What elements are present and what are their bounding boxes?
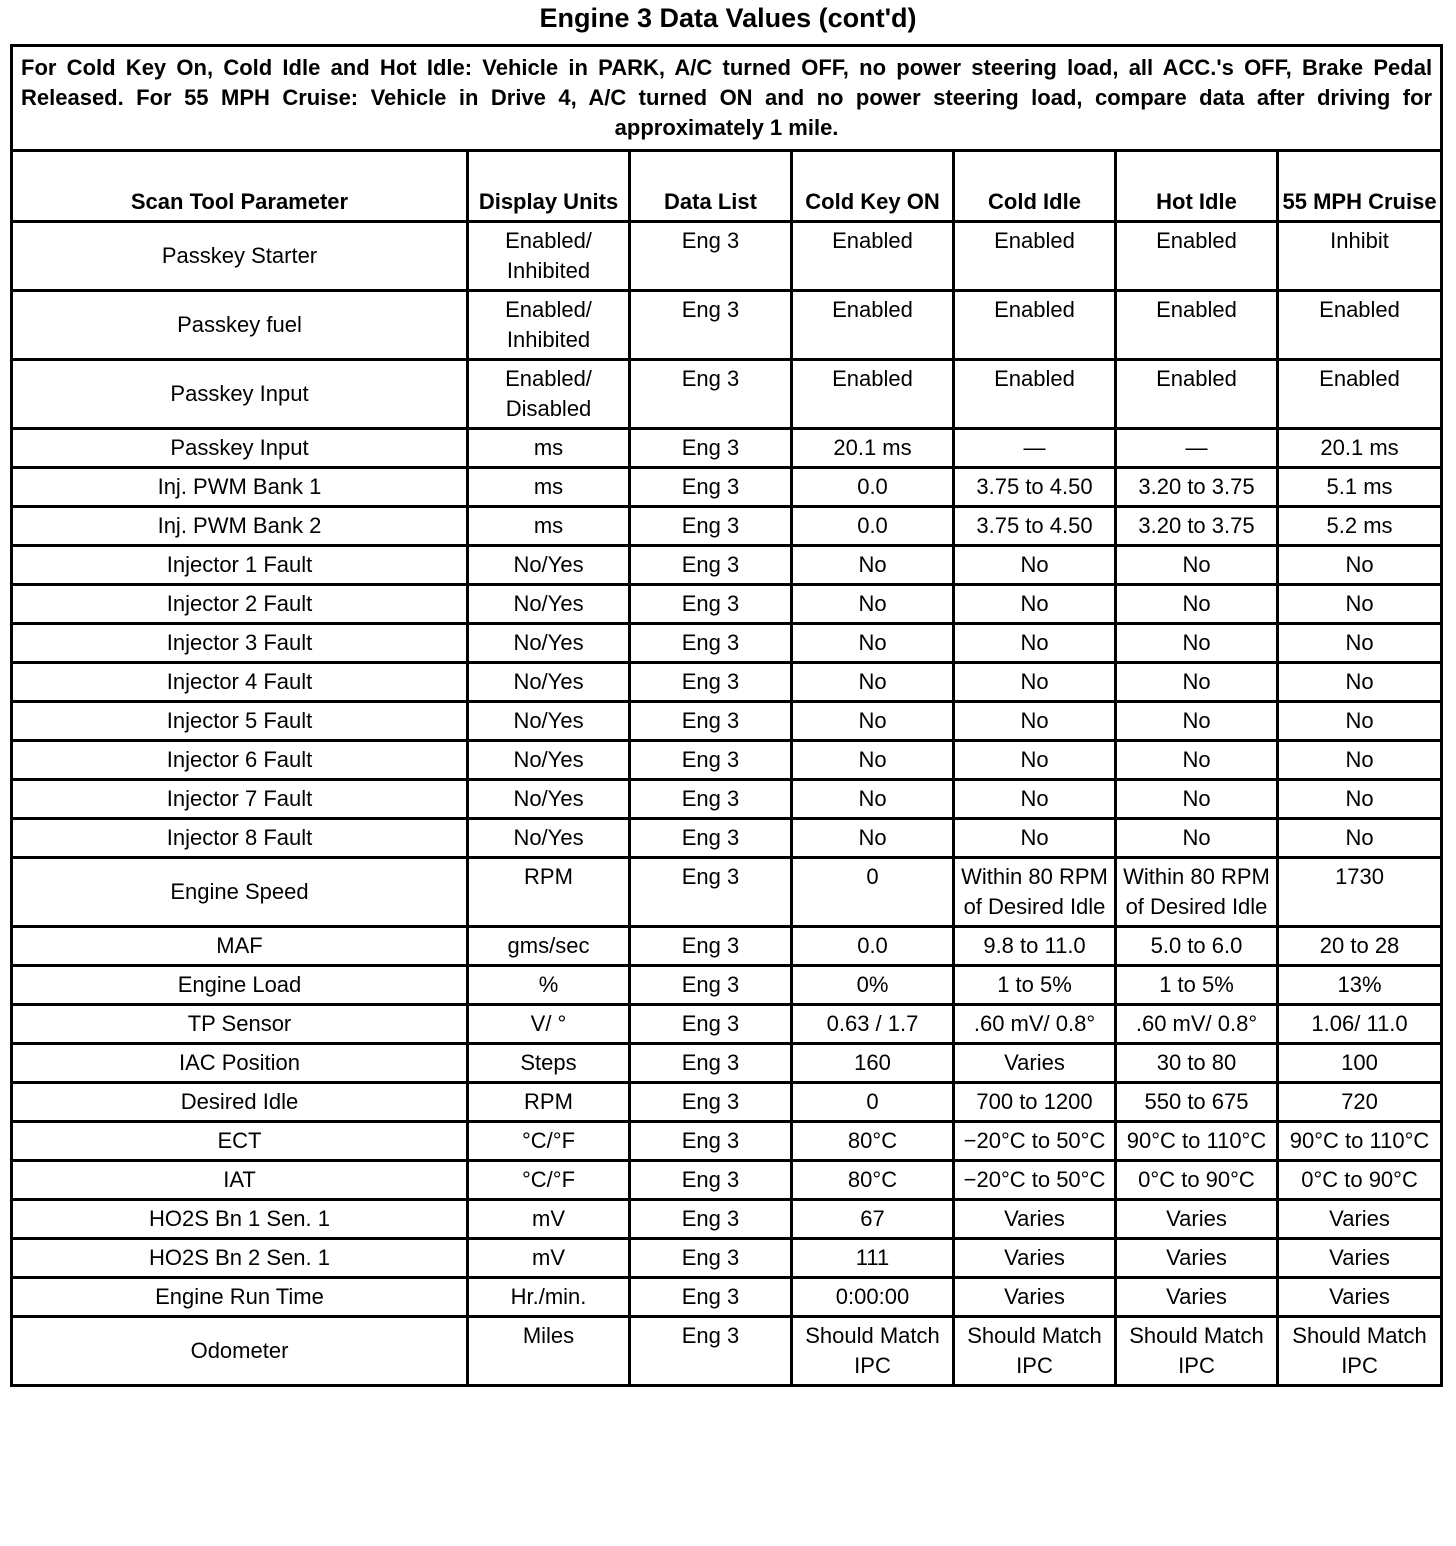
- value-cell: No: [1116, 624, 1278, 663]
- value-cell: —: [1116, 429, 1278, 468]
- value-cell: No/Yes: [468, 585, 630, 624]
- value-cell: Eng 3: [630, 507, 792, 546]
- value-cell: 5.2 ms: [1278, 507, 1442, 546]
- value-cell: Eng 3: [630, 468, 792, 507]
- parameter-cell: Injector 1 Fault: [12, 546, 468, 585]
- value-cell: No: [792, 585, 954, 624]
- value-cell: Eng 3: [630, 819, 792, 858]
- value-cell: 550 to 675: [1116, 1083, 1278, 1122]
- value-cell: Eng 3: [630, 624, 792, 663]
- value-cell: Varies: [1278, 1278, 1442, 1317]
- value-cell: Eng 3: [630, 1278, 792, 1317]
- column-header: Hot Idle: [1116, 151, 1278, 222]
- parameter-cell: Odometer: [12, 1317, 468, 1386]
- value-cell: 1 to 5%: [1116, 966, 1278, 1005]
- value-cell: 90°C to 110°C: [1278, 1122, 1442, 1161]
- value-cell: RPM: [468, 1083, 630, 1122]
- value-cell: 20.1 ms: [1278, 429, 1442, 468]
- value-cell: No: [792, 780, 954, 819]
- data-values-table: [10, 44, 1443, 1387]
- value-cell: Eng 3: [630, 291, 792, 360]
- parameter-cell: ECT: [12, 1122, 468, 1161]
- value-cell: Varies: [954, 1278, 1116, 1317]
- table-row: [12, 780, 1442, 819]
- table-row: [12, 819, 1442, 858]
- value-cell: No: [792, 819, 954, 858]
- value-cell: Eng 3: [630, 546, 792, 585]
- value-cell: Enabled: [954, 360, 1116, 429]
- column-header: 55 MPH Cruise: [1278, 151, 1442, 222]
- value-cell: 3.75 to 4.50: [954, 507, 1116, 546]
- value-cell: 0: [792, 858, 954, 927]
- value-cell: No: [954, 702, 1116, 741]
- value-cell: 5.0 to 6.0: [1116, 927, 1278, 966]
- value-cell: Eng 3: [630, 222, 792, 291]
- page-title: Engine 3 Data Values (cont'd): [539, 3, 917, 33]
- value-cell: Eng 3: [630, 1083, 792, 1122]
- value-cell: 3.20 to 3.75: [1116, 507, 1278, 546]
- value-cell: No: [1116, 702, 1278, 741]
- value-cell: 0°C to 90°C: [1116, 1161, 1278, 1200]
- table-row: [12, 1317, 1442, 1386]
- value-cell: 0: [792, 1083, 954, 1122]
- value-cell: No: [1116, 741, 1278, 780]
- value-cell: 0°C to 90°C: [1278, 1161, 1442, 1200]
- value-cell: Enabled/ Inhibited: [468, 291, 630, 360]
- table-row: [12, 624, 1442, 663]
- value-cell: No: [1278, 624, 1442, 663]
- value-cell: Enabled: [1278, 291, 1442, 360]
- value-cell: 720: [1278, 1083, 1442, 1122]
- value-cell: No: [954, 819, 1116, 858]
- value-cell: No/Yes: [468, 819, 630, 858]
- value-cell: No: [954, 585, 1116, 624]
- value-cell: Varies: [1278, 1200, 1442, 1239]
- value-cell: Eng 3: [630, 1044, 792, 1083]
- value-cell: No: [1116, 585, 1278, 624]
- value-cell: Eng 3: [630, 585, 792, 624]
- value-cell: Eng 3: [630, 1200, 792, 1239]
- value-cell: Eng 3: [630, 858, 792, 927]
- value-cell: No: [1278, 702, 1442, 741]
- value-cell: No: [1278, 741, 1442, 780]
- column-header: Display Units: [468, 151, 630, 222]
- value-cell: No/Yes: [468, 546, 630, 585]
- value-cell: No: [954, 624, 1116, 663]
- parameter-cell: Inj. PWM Bank 2: [12, 507, 468, 546]
- value-cell: 9.8 to 11.0: [954, 927, 1116, 966]
- parameter-cell: Inj. PWM Bank 1: [12, 468, 468, 507]
- parameter-cell: Injector 8 Fault: [12, 819, 468, 858]
- value-cell: 0.0: [792, 468, 954, 507]
- value-cell: Eng 3: [630, 1161, 792, 1200]
- table-row: [12, 291, 1442, 360]
- value-cell: Eng 3: [630, 663, 792, 702]
- value-cell: No: [792, 702, 954, 741]
- value-cell: Eng 3: [630, 1122, 792, 1161]
- value-cell: Varies: [1116, 1200, 1278, 1239]
- value-cell: Within 80 RPM of Desired Idle: [1116, 858, 1278, 927]
- value-cell: 1 to 5%: [954, 966, 1116, 1005]
- value-cell: Should Match IPC: [1116, 1317, 1278, 1386]
- value-cell: No: [1116, 546, 1278, 585]
- value-cell: Hr./min.: [468, 1278, 630, 1317]
- value-cell: 160: [792, 1044, 954, 1083]
- parameter-cell: Injector 3 Fault: [12, 624, 468, 663]
- value-cell: 20.1 ms: [792, 429, 954, 468]
- value-cell: Eng 3: [630, 360, 792, 429]
- value-cell: No/Yes: [468, 624, 630, 663]
- table-row: [12, 663, 1442, 702]
- value-cell: 3.75 to 4.50: [954, 468, 1116, 507]
- value-cell: 5.1 ms: [1278, 468, 1442, 507]
- parameter-cell: HO2S Bn 1 Sen. 1: [12, 1200, 468, 1239]
- value-cell: No: [792, 663, 954, 702]
- value-cell: Varies: [1278, 1239, 1442, 1278]
- parameter-cell: Passkey fuel: [12, 291, 468, 360]
- value-cell: No: [1278, 663, 1442, 702]
- table-row: [12, 222, 1442, 291]
- value-cell: No/Yes: [468, 702, 630, 741]
- value-cell: No: [1116, 663, 1278, 702]
- table-row: [12, 1083, 1442, 1122]
- value-cell: Enabled: [954, 222, 1116, 291]
- table-row: [12, 966, 1442, 1005]
- value-cell: 0.0: [792, 507, 954, 546]
- value-cell: Enabled/ Disabled: [468, 360, 630, 429]
- value-cell: gms/sec: [468, 927, 630, 966]
- column-header: Cold Key ON: [792, 151, 954, 222]
- table-row: [12, 585, 1442, 624]
- value-cell: Varies: [1116, 1278, 1278, 1317]
- table-row: [12, 741, 1442, 780]
- value-cell: Eng 3: [630, 702, 792, 741]
- value-cell: 30 to 80: [1116, 1044, 1278, 1083]
- value-cell: Eng 3: [630, 1239, 792, 1278]
- conditions-note: For Cold Key On, Cold Idle and Hot Idle: Vehicle in PARK, A/C turned OFF, no power steering load, all ACC.'s OFF, Brake Pedal Released. For 55 MPH Cruise: Vehicle in Drive 4, A/C turned ON and no power steering load, compare data after driving for approximately 1 mile.: [12, 46, 1442, 151]
- value-cell: 0.63 / 1.7: [792, 1005, 954, 1044]
- table-row: [12, 1161, 1442, 1200]
- value-cell: Varies: [954, 1200, 1116, 1239]
- value-cell: No: [1278, 819, 1442, 858]
- table-row: [12, 360, 1442, 429]
- table-row: [12, 927, 1442, 966]
- table-row: [12, 858, 1442, 927]
- value-cell: RPM: [468, 858, 630, 927]
- value-cell: No: [1278, 585, 1442, 624]
- value-cell: %: [468, 966, 630, 1005]
- value-cell: Enabled: [1116, 360, 1278, 429]
- value-cell: No/Yes: [468, 741, 630, 780]
- value-cell: 3.20 to 3.75: [1116, 468, 1278, 507]
- value-cell: Eng 3: [630, 1005, 792, 1044]
- value-cell: Within 80 RPM of Desired Idle: [954, 858, 1116, 927]
- value-cell: °C/°F: [468, 1161, 630, 1200]
- value-cell: Enabled: [954, 291, 1116, 360]
- value-cell: Eng 3: [630, 927, 792, 966]
- parameter-cell: Injector 4 Fault: [12, 663, 468, 702]
- parameter-cell: Engine Run Time: [12, 1278, 468, 1317]
- value-cell: Eng 3: [630, 966, 792, 1005]
- value-cell: Varies: [954, 1239, 1116, 1278]
- value-cell: Inhibit: [1278, 222, 1442, 291]
- value-cell: −20°C to 50°C: [954, 1161, 1116, 1200]
- value-cell: Enabled: [1278, 360, 1442, 429]
- value-cell: ms: [468, 429, 630, 468]
- parameter-cell: Passkey Input: [12, 429, 468, 468]
- table-row: [12, 1200, 1442, 1239]
- value-cell: ms: [468, 507, 630, 546]
- table-row: [12, 468, 1442, 507]
- value-cell: Eng 3: [630, 741, 792, 780]
- value-cell: 90°C to 110°C: [1116, 1122, 1278, 1161]
- parameter-cell: Injector 2 Fault: [12, 585, 468, 624]
- parameter-cell: Desired Idle: [12, 1083, 468, 1122]
- parameter-cell: Passkey Input: [12, 360, 468, 429]
- value-cell: mV: [468, 1239, 630, 1278]
- value-cell: No: [792, 546, 954, 585]
- parameter-cell: Injector 7 Fault: [12, 780, 468, 819]
- value-cell: No: [954, 780, 1116, 819]
- value-cell: 1.06/ 11.0: [1278, 1005, 1442, 1044]
- parameter-cell: IAT: [12, 1161, 468, 1200]
- value-cell: 20 to 28: [1278, 927, 1442, 966]
- column-header: Data List: [630, 151, 792, 222]
- value-cell: No: [1116, 819, 1278, 858]
- parameter-cell: Injector 5 Fault: [12, 702, 468, 741]
- value-cell: No: [1278, 780, 1442, 819]
- value-cell: −20°C to 50°C: [954, 1122, 1116, 1161]
- parameter-cell: TP Sensor: [12, 1005, 468, 1044]
- value-cell: 80°C: [792, 1122, 954, 1161]
- value-cell: Varies: [954, 1044, 1116, 1083]
- value-cell: No: [792, 741, 954, 780]
- table-row: [12, 1122, 1442, 1161]
- table-row: [12, 702, 1442, 741]
- value-cell: ms: [468, 468, 630, 507]
- value-cell: 100: [1278, 1044, 1442, 1083]
- value-cell: No: [1116, 780, 1278, 819]
- parameter-cell: Passkey Starter: [12, 222, 468, 291]
- value-cell: V/ °: [468, 1005, 630, 1044]
- value-cell: Should Match IPC: [792, 1317, 954, 1386]
- table-row: [12, 507, 1442, 546]
- value-cell: °C/°F: [468, 1122, 630, 1161]
- value-cell: 67: [792, 1200, 954, 1239]
- value-cell: 0:00:00: [792, 1278, 954, 1317]
- parameter-cell: Injector 6 Fault: [12, 741, 468, 780]
- value-cell: No: [792, 624, 954, 663]
- value-cell: Varies: [1116, 1239, 1278, 1278]
- value-cell: Enabled: [792, 291, 954, 360]
- value-cell: .60 mV/ 0.8°: [1116, 1005, 1278, 1044]
- value-cell: 80°C: [792, 1161, 954, 1200]
- table-row: [12, 1044, 1442, 1083]
- column-header: Cold Idle: [954, 151, 1116, 222]
- value-cell: Eng 3: [630, 429, 792, 468]
- value-cell: Should Match IPC: [1278, 1317, 1442, 1386]
- parameter-cell: Engine Speed: [12, 858, 468, 927]
- value-cell: Eng 3: [630, 780, 792, 819]
- value-cell: .60 mV/ 0.8°: [954, 1005, 1116, 1044]
- value-cell: Enabled: [792, 360, 954, 429]
- parameter-cell: HO2S Bn 2 Sen. 1: [12, 1239, 468, 1278]
- value-cell: 111: [792, 1239, 954, 1278]
- value-cell: Enabled: [1116, 291, 1278, 360]
- table-row: [12, 1239, 1442, 1278]
- table-row: [12, 546, 1442, 585]
- value-cell: Enabled: [792, 222, 954, 291]
- parameter-cell: MAF: [12, 927, 468, 966]
- value-cell: 13%: [1278, 966, 1442, 1005]
- value-cell: Steps: [468, 1044, 630, 1083]
- table-row: [12, 1005, 1442, 1044]
- parameter-cell: Engine Load: [12, 966, 468, 1005]
- value-cell: No: [954, 663, 1116, 702]
- value-cell: 1730: [1278, 858, 1442, 927]
- value-cell: Enabled/ Inhibited: [468, 222, 630, 291]
- value-cell: 0.0: [792, 927, 954, 966]
- value-cell: No/Yes: [468, 780, 630, 819]
- value-cell: Enabled: [1116, 222, 1278, 291]
- column-header: Scan Tool Parameter: [12, 151, 468, 222]
- value-cell: No: [954, 546, 1116, 585]
- value-cell: Eng 3: [630, 1317, 792, 1386]
- table-row: [12, 429, 1442, 468]
- table-row: [12, 1278, 1442, 1317]
- value-cell: Miles: [468, 1317, 630, 1386]
- value-cell: mV: [468, 1200, 630, 1239]
- value-cell: No: [954, 741, 1116, 780]
- value-cell: No/Yes: [468, 663, 630, 702]
- value-cell: 700 to 1200: [954, 1083, 1116, 1122]
- value-cell: Should Match IPC: [954, 1317, 1116, 1386]
- value-cell: No: [1278, 546, 1442, 585]
- value-cell: —: [954, 429, 1116, 468]
- value-cell: 0%: [792, 966, 954, 1005]
- parameter-cell: IAC Position: [12, 1044, 468, 1083]
